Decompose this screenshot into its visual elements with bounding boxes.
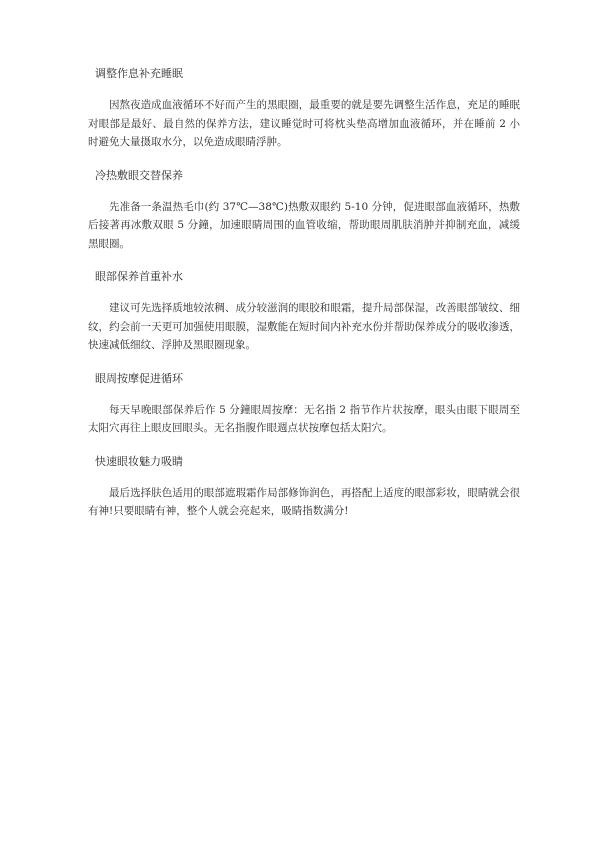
section-heading: 冷热敷眼交替保养 [95, 168, 183, 182]
section-heading: 快速眼妆魅力吸睛 [95, 454, 183, 468]
section-heading: 眼部保养首重补水 [95, 270, 183, 283]
section-paragraph: 每天早晚眼部保养后作 5 分鐘眼周按摩：无名指 2 指节作片状按摩，眼头由眼下眼周至太阳穴再往上眼皮回眼头。无名指腹作眼週点状按摩包括太阳穴。 [88, 403, 520, 434]
section-heading: 调整作息补充睡眠 [95, 67, 183, 80]
section-massage [88, 371, 520, 438]
section-hydration [88, 269, 520, 355]
section-makeup [88, 454, 520, 521]
section-paragraph: 建议可先选择质地较浓稠、成分较滋润的眼胶和眼霜，提升局部保湿，改善眼部皱纹、细纹，约会前一天更可加强使用眼膜，湿敷能在短时间内补充水份并帮助保养成分的吸收渗透，快速减低细纹、浮肿及黑眼圈现象。 [88, 302, 520, 351]
section-heading: 眼周按摩促进循环 [95, 371, 183, 385]
section-paragraph: 先准备一条温热毛巾(约 37℃—38℃)热敷双眼约 5-10 分钟，促进眼部血液循环，热敷后接著再冰敷双眼 5 分鐘，加速眼睛周围的血管收缩，帮助眼周肌肤消肿并抑制充血，减缓黑眼圈。 [88, 200, 520, 250]
section-compress [88, 168, 520, 254]
section-paragraph: 最后选择肤色适用的眼部遮瑕霜作局部修饰润色，再搭配上适度的眼部彩妆，眼睛就会很有神!只要眼睛有神，整个人就会亮起来，吸睛指数满分! [88, 486, 520, 517]
document-content [88, 66, 520, 521]
section-paragraph: 因熬夜造成血液循环不好而产生的黑眼圈，最重要的就是要先调整生活作息，充足的睡眠对眼部是最好、最自然的保养方法，建议睡觉时可将枕头垫高增加血液循环，并在睡前 2 小时避免大量摄取水分，以免造成眼睛浮肿。 [88, 99, 520, 148]
section-sleep [88, 66, 520, 152]
